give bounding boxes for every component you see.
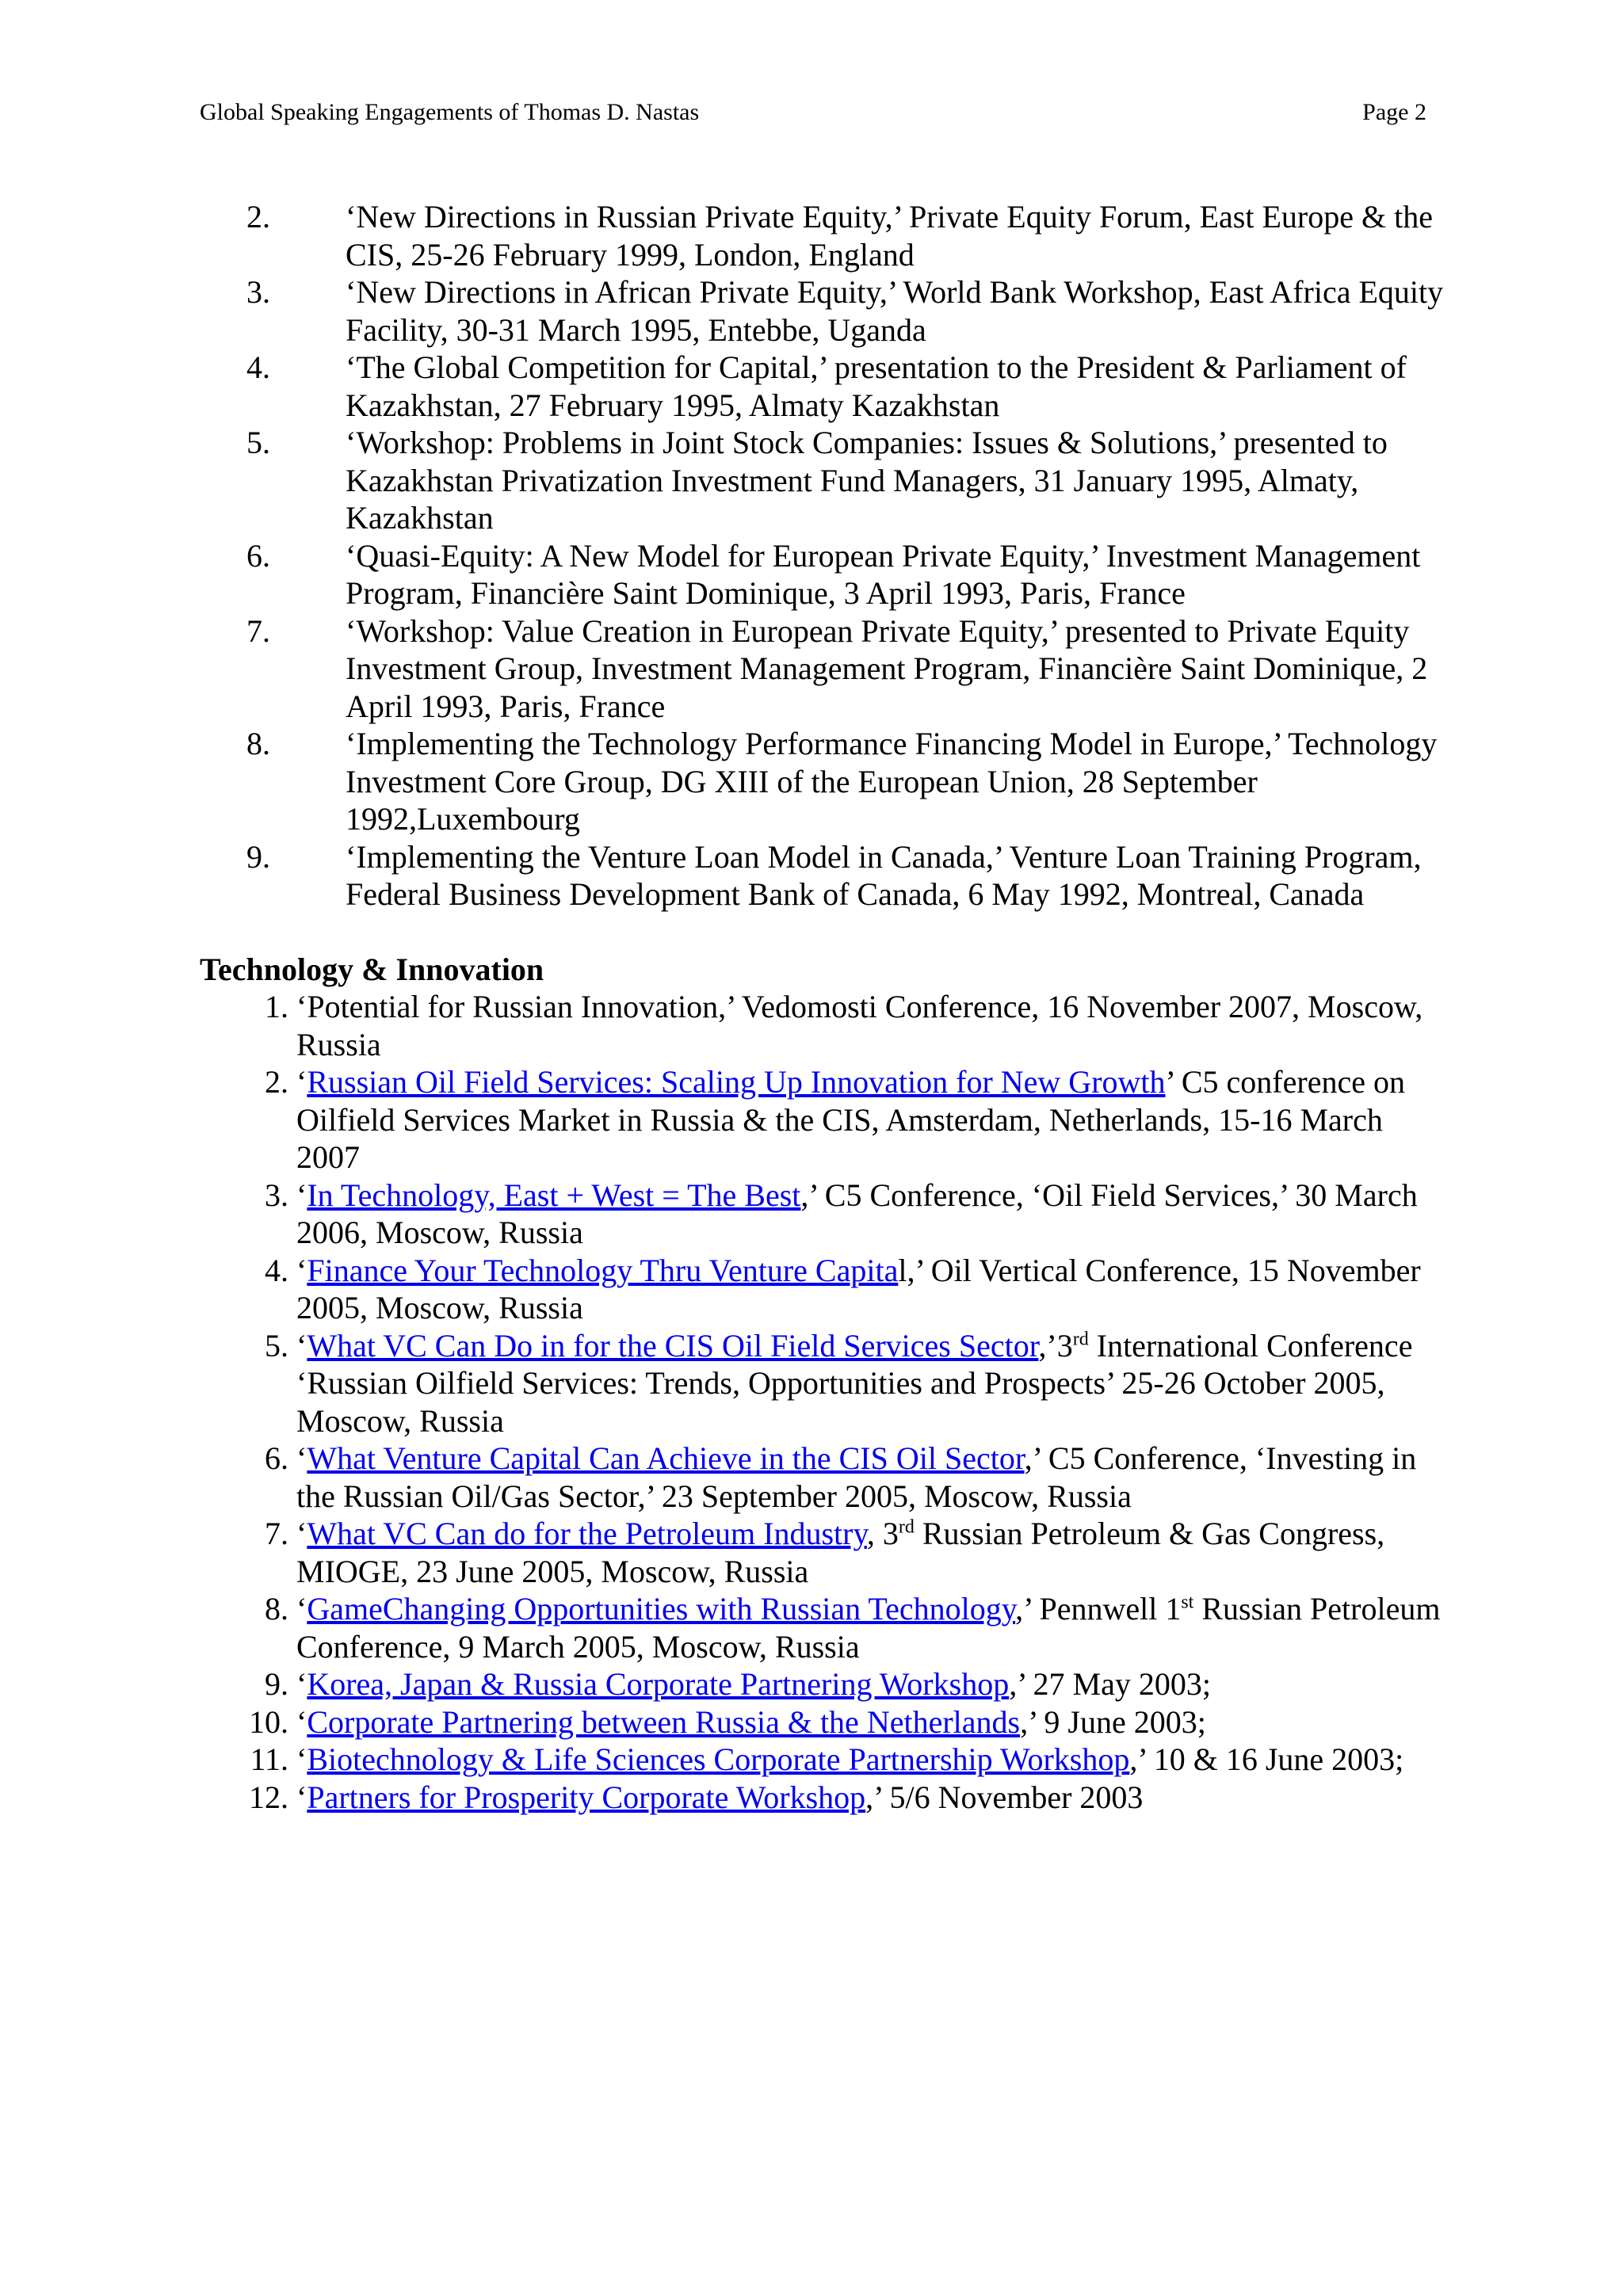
item-text-continued: International Conference ‘Russian Oilfield Services: Trends, Opportunities and Prospects’ 25-26 October 2005, Moscow, Russia [296,1327,1413,1439]
talk-link[interactable]: Finance Your Technology Thru Venture Capita [307,1252,899,1288]
ordinal-suffix: rd [1072,1329,1089,1350]
list-item [200,1515,1444,1590]
item-number: 7. [265,1516,288,1551]
item-number: 7. [246,612,270,649]
list-item [200,838,1444,913]
item-text: ‘Implementing the Technology Performance Financing Model in Europe,’ Technology Investment Core Group, DG XIII of the European Union, 28 September 1992,Luxembourg [346,726,1438,837]
talk-link[interactable]: In Technology, East + West = The Best [307,1177,801,1213]
item-number: 8. [265,1591,288,1627]
item-quote: ‘ [296,1440,307,1476]
item-number: 11. [250,1741,288,1777]
item-quote: ‘ [296,1327,307,1363]
document-title: Global Speaking Engagements of Thomas D. Nastas [200,99,700,125]
talk-link[interactable]: Biotechnology & Life Sciences Corporate Partnership Workshop [307,1741,1130,1777]
item-number: 6. [265,1440,288,1476]
item-quote: ‘ [296,1779,307,1815]
item-number: 5. [246,425,270,460]
section-heading: Technology & Innovation [200,951,544,987]
item-quote: ‘ [296,1666,307,1702]
list-item [200,725,1444,838]
page-number: Page 2 [1362,99,1426,125]
list-item [200,537,1444,612]
item-number: 12. [249,1779,288,1815]
item-text: ‘New Directions in African Private Equity,’ World Bank Workshop, East Africa Equity Facility, 30-31 March 1995, Entebbe, Uganda [346,274,1444,348]
list-item [200,988,1444,1063]
item-text: l,’ Oil Vertical Conference, 15 November 2005, Moscow, Russia [296,1252,1421,1325]
talk-link[interactable]: What Venture Capital Can Achieve in the CIS Oil Sector [307,1440,1025,1476]
item-text: ,’ 27 May 2003; [1009,1666,1211,1702]
item-number: 4. [265,1252,288,1288]
list-item [200,1252,1444,1327]
item-number: 1. [265,989,288,1024]
item-text: ‘New Directions in Russian Private Equity,’ Private Equity Forum, East Europe & the CIS, 25-26 February 1999, London, England [346,199,1433,273]
item-text: ,’ 5/6 November 2003 [865,1779,1144,1815]
item-text: ‘Potential for Russian Innovation,’ Vedomosti Conference, 16 November 2007, Moscow, Russia [296,989,1423,1062]
item-quote: ‘ [296,1741,307,1777]
item-text: ‘Workshop: Value Creation in European Private Equity,’ presented to Private Equity Investment Group, Investment Management Program, Financière Saint Dominique, 2 April 1993, Paris, France [346,612,1428,724]
list-item [200,1177,1444,1252]
item-text-continued: Russian Petroleum Conference, 9 March 2005, Moscow, Russia [296,1591,1441,1665]
item-text: ’ C5 conference on Oilfield Services Market in Russia & the CIS, Amsterdam, Netherlands, 15-16 March 2007 [296,1064,1405,1175]
list-item [200,1327,1444,1440]
list-item [200,424,1444,537]
item-number: 2. [265,1064,288,1100]
item-number: 9. [246,838,270,875]
list-item [200,1665,1444,1703]
item-number: 5. [265,1327,288,1363]
engagements-list-continued [200,198,1444,913]
item-text-continued: Russian Petroleum & Gas Congress, MIOGE, 23 June 2005, Moscow, Russia [296,1516,1385,1589]
ordinal-suffix: st [1181,1592,1194,1613]
list-item [200,349,1444,424]
item-quote: ‘ [296,1591,307,1627]
item-text: ,’ C5 Conference, ‘Investing in the Russian Oil/Gas Sector,’ 23 September 2005, Moscow, Russia [296,1440,1417,1514]
list-item [200,1779,1444,1817]
item-text: ,’ Pennwell 1 [1015,1591,1182,1627]
talk-link[interactable]: Partners for Prosperity Corporate Workshop [307,1779,866,1815]
item-number: 4. [246,349,270,385]
item-number: 2. [246,199,270,235]
list-item [200,1440,1444,1515]
talk-link[interactable]: GameChanging Opportunities with Russian Technology [307,1591,1016,1627]
list-item [200,1703,1444,1741]
item-number: 8. [246,726,270,761]
item-text: ,’ 10 & 16 June 2003; [1129,1741,1404,1777]
talk-link[interactable]: What VC Can do for the Petroleum Industry [307,1516,867,1551]
list-item [200,612,1444,726]
talk-link[interactable]: What VC Can Do in for the CIS Oil Field Services Sector [307,1327,1039,1363]
item-text: ‘Implementing the Venture Loan Model in Canada,’ Venture Loan Training Program, Federal Business Development Bank of Canada, 6 May 1992, Montreal, Canada [346,838,1422,912]
item-text: ‘Workshop: Problems in Joint Stock Companies: Issues & Solutions,’ presented to Kazakhstan Privatization Investment Fund Managers, 31 January 1995, Almaty, Kazakhstan [346,425,1388,536]
item-quote: ‘ [296,1064,307,1100]
technology-innovation-list [200,988,1444,1816]
item-quote: ‘ [296,1177,307,1213]
item-text: , 3 [866,1516,899,1551]
item-number: 3. [246,274,270,310]
item-text: ‘The Global Competition for Capital,’ presentation to the President & Parliament of Kazakhstan, 27 February 1995, Almaty Kazakhstan [346,349,1407,423]
document-body [200,198,1444,1816]
ordinal-suffix: rd [898,1516,915,1538]
talk-link[interactable]: Korea, Japan & Russia Corporate Partnering Workshop [307,1666,1010,1702]
talk-link[interactable]: Corporate Partnering between Russia & the Netherlands [307,1703,1021,1740]
item-quote: ‘ [296,1516,307,1551]
list-item [200,1590,1444,1665]
item-text: ,’ 9 June 2003; [1020,1703,1206,1740]
item-text: ,’3 [1038,1327,1073,1363]
item-quote: ‘ [296,1252,307,1288]
list-item [200,273,1444,349]
list-item [200,1063,1444,1177]
item-number: 10. [249,1703,288,1740]
list-item [200,198,1444,273]
item-text: ‘Quasi-Equity: A New Model for European Private Equity,’ Investment Management Program, Financière Saint Dominique, 3 April 1993, Paris, France [346,537,1421,611]
item-number: 6. [246,537,270,574]
item-text: ,’ C5 Conference, ‘Oil Field Services,’ 30 March 2006, Moscow, Russia [296,1177,1418,1250]
list-item [200,1741,1444,1779]
item-number: 3. [265,1177,288,1213]
item-quote: ‘ [296,1703,307,1740]
talk-link[interactable]: Russian Oil Field Services: Scaling Up Innovation for New Growth [307,1064,1166,1100]
item-number: 9. [265,1666,288,1702]
